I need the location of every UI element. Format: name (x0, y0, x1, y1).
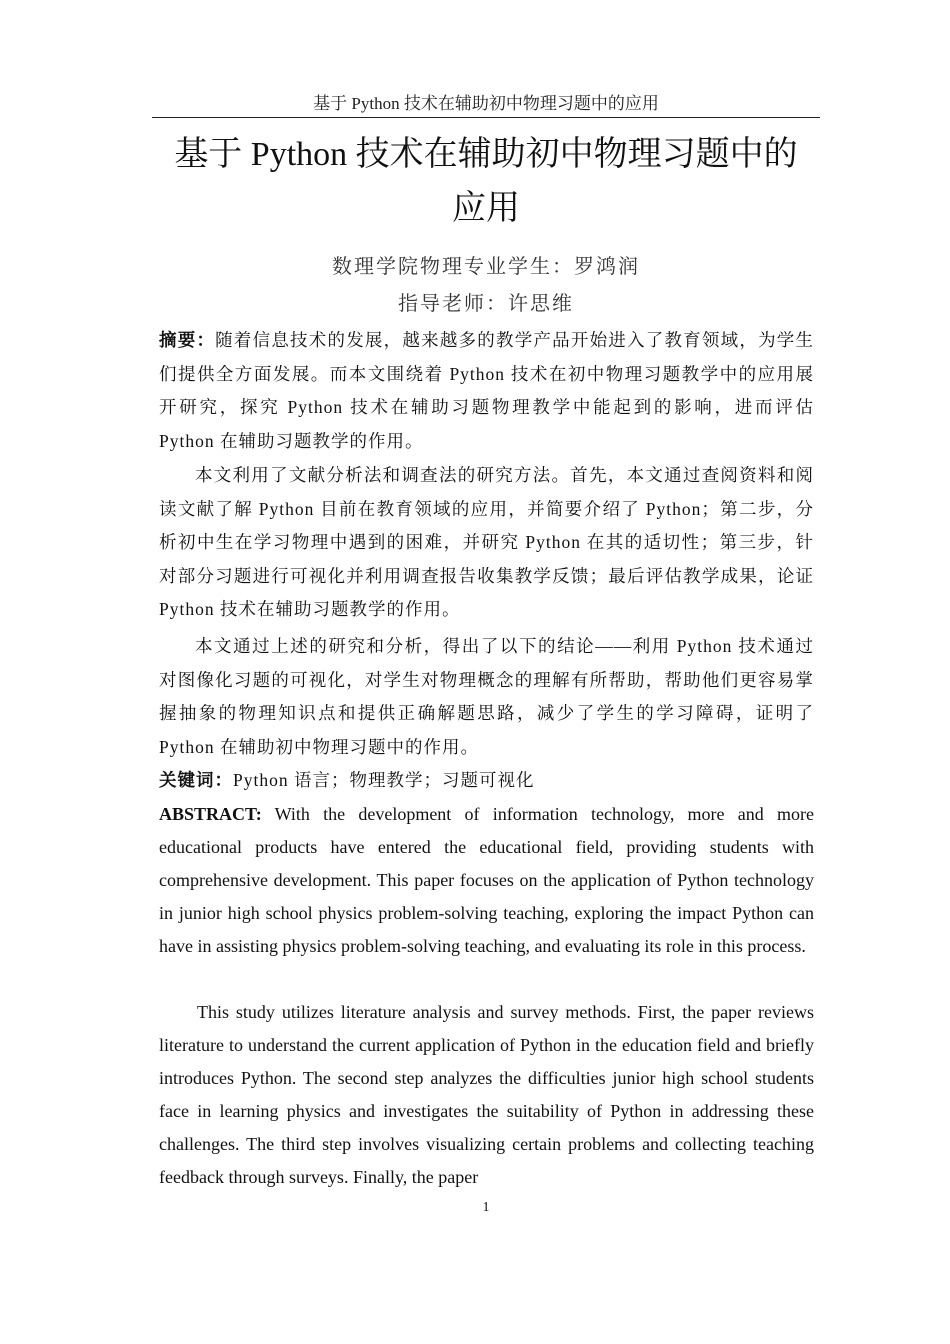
author-line: 数理学院物理专业学生：罗鸿润 (332, 256, 640, 278)
abstract-en-label: ABSTRACT: (159, 804, 262, 824)
abstract-cn-text-1: 随着信息技术的发展，越来越多的教学产品开始进入了教育领域，为学生们提供全方面发展。而本文围绕着 Python 技术在初中物理习题教学中的应用展开研究，探究 Python 技术在辅助习题物理教学中能起到的影响，进而评估 Python 在辅助习题教学的作用。 (159, 330, 815, 451)
header-rule (152, 117, 820, 118)
abstract-en-paragraph-1 (159, 798, 814, 963)
abstract-cn-paragraph-3: 本文通过上述的研究和分析，得出了以下的结论——利用 Python 技术通过对图像化习题的可视化，对学生对物理概念的理解有所帮助，帮助他们更容易掌握抽象的物理知识点和提供正确解题思路，减少了学生的学习障碍，证明了 Python 在辅助初中物理习题中的作用。 (159, 636, 814, 757)
keywords-cn-text: Python 语言；物理教学；习题可视化 (233, 770, 535, 790)
abstract-cn-paragraph-2: 本文利用了文献分析法和调查法的研究方法。首先，本文通过查阅资料和阅读文献了解 Python 目前在教育领域的应用，并简要介绍了 Python；第二步，分析初中生在学习物理中遇到的困难，并研究 Python 在其的适切性；第三步，针对部分习题进行可视化并利用调查报告收集教学反馈；最后评估教学成果，论证 Python 技术在辅助习题教学的作用。 (159, 465, 814, 620)
abstract-en-text-1: With the development of information technology, more and more educational products have entered the educational field, providing students with comprehensive development. This paper focuses on the application of Python technology in junior high school physics problem-solving teaching, exploring the impact Python can have in assisting physics problem-solving teaching, and evaluating its role in this process. (159, 804, 814, 956)
paper-title-line-1: 基于 Python 技术在辅助初中物理习题中的 (174, 136, 798, 173)
keywords-cn (159, 764, 814, 798)
paper-title-line-2: 应用 (452, 190, 520, 227)
running-header: 基于 Python 技术在辅助初中物理习题中的应用 (313, 94, 659, 113)
advisor-line: 指导老师：许思维 (398, 293, 574, 315)
abstract-cn-paragraph-1 (159, 324, 814, 458)
page-number: 1 (482, 1200, 490, 1215)
abstract-cn-label: 摘要： (159, 330, 216, 350)
keywords-cn-label: 关键词： (159, 770, 233, 790)
paper-title (152, 128, 820, 236)
abstract-en-paragraph-2: This study utilizes literature analysis and survey methods. First, the paper reviews literature to understand the current application of Python in the education field and briefly introduces Python. The second step analyzes the difficulties junior high school students face in learning physics and investigates the suitability of Python in addressing these challenges. The third step involves visualizing certain problems and collecting teaching feedback through surveys. Finally, the paper (159, 1002, 814, 1187)
